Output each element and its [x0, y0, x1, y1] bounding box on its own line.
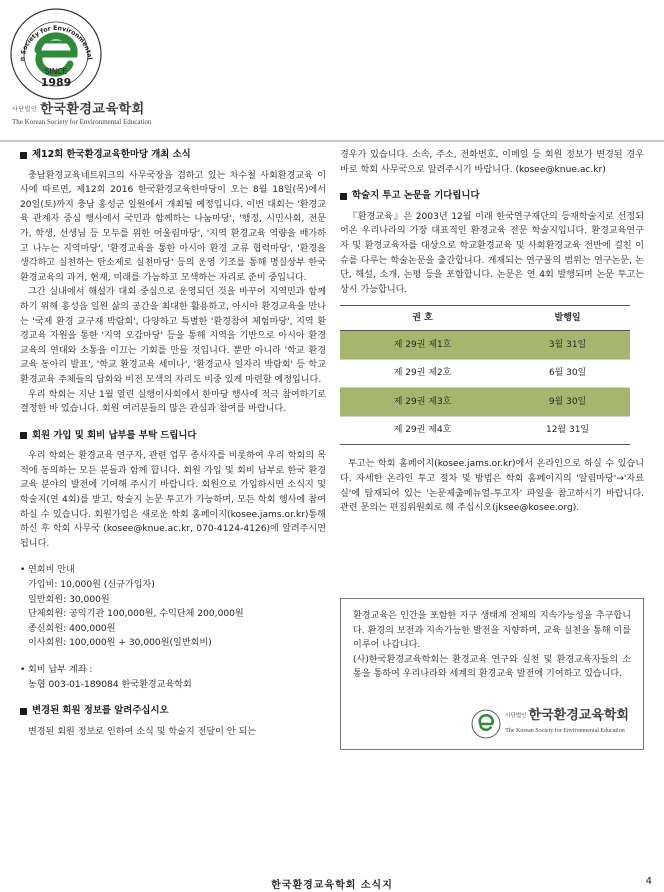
left-column [20, 148, 326, 739]
society-logo-emblem [8, 6, 104, 102]
membership-title: 회원 가입 및 회비 납부를 부탁 드립니다 [32, 429, 197, 441]
section-gap [20, 551, 326, 563]
header-divider [0, 140, 664, 142]
table-cell-date: 9월 30일 [505, 388, 630, 417]
logo-prefix: 사단법인 [12, 106, 38, 113]
section-gap [20, 651, 326, 663]
account-list [20, 663, 326, 692]
mission-paragraph-2: (사)한국환경교육학회는 환경교육 연구와 실천 및 환경교육자들의 소통을 통하여 우리나라와 세계의 환경교육 발전에 기여하고 있습니다. [353, 654, 631, 680]
journal-heading [340, 189, 644, 204]
square-bullet-icon [20, 708, 27, 715]
table-cell-issue: 제 29권 제1호 [340, 331, 505, 360]
table-header-date: 발행일 [505, 306, 630, 331]
journal-title: 학술지 투고 논문을 기다립니다 [352, 190, 480, 202]
fee-list-header: • 연회비 안내 [20, 563, 326, 578]
fee-item: 단체회원: 공익기관 100,000원, 수익단체 200,000원 [28, 609, 244, 620]
update-info-paragraph-start: 변경된 회원 정보로 인하여 소식 및 학술지 전달이 안 되는 [28, 726, 257, 737]
box-logo-emblem-icon [471, 709, 501, 739]
footer-newsletter-title: 한국환경교육학회 소식지 [271, 880, 393, 891]
logo-since: SINCE [44, 67, 68, 76]
logo-name-kr-line [12, 98, 212, 117]
table-header-issue: 권 호 [340, 306, 505, 331]
logo-arc-text: n Society for Environmental [18, 24, 93, 62]
update-info-paragraph-end: 경우가 있습니다. 소속, 주소, 전화번호, 이메일 등 회원 정보가 변경된 경우 바로 학회 사무국으로 알려주시기 바랍니다. (kosee@knue.ac.kr) [340, 150, 644, 175]
logo-name-kr: 한국환경교육학회 [40, 102, 145, 117]
box-logo-name-en: The Korean Society for Environmental Education [505, 728, 625, 734]
table-cell-issue: 제 29권 제2호 [340, 359, 505, 388]
festival-paragraph-3: 우리 학회는 지난 1월 열린 실행이사회에서 한마당 행사에 적극 참여하기로 결정한 바 있습니다. 회원 여러분들의 많은 관심과 참여를 바랍니다. [20, 389, 326, 415]
table-row [340, 388, 630, 417]
fee-list [20, 563, 326, 651]
journal-submission-paragraph: 투고는 학회 홈페이지(kosee.jams.or.kr)에서 온라인으로 하실 수 있습니다. 자세한 온라인 투고 절차 및 방법은 학회 홈페이지의 '알림마당'→'자료실'에 탑재되어 있는 '논문제출메뉴얼-투고자' 파일을 참고하시기 바랍니다. 관련 문의는 편집위원회로 해 주십시오(jksee@kosee.org). [340, 459, 644, 514]
festival-paragraph-2: 그간 실내에서 해설가 대회 중심으로 운영되던 것을 바꾸어 지역민과 함께 하기 위해 홍성읍 일원 삶의 공간을 최대한 활용하고, 아시아 환경교육을 만나는 '국제 환경 교구재 박람회', 다양하고 특별한 '환경참여 체험마당', 지역 환경교육 자원을 통한 '지역 오감마당' 등을 통해 지역을 기반으로 아시아 환경교육의 연대와 소통을 이끄는 기회를 만들 것입니다. 뿐만 아니라 '학교 환경교육 동아리 발표', '학교 환경교육 세미나', '환경교사 일자리 박람회' 등 학교환경교육 주체들의 담화와 비전 모색의 자리도 비중 있게 마련할 예정입니다. [20, 287, 326, 385]
section-gap [20, 692, 326, 704]
table-cell-issue: 제 29권 제4호 [340, 416, 505, 445]
right-column [340, 148, 644, 516]
fee-item: 종신회원: 400,000원 [28, 623, 116, 634]
table-cell-date: 12월 31일 [505, 416, 630, 445]
box-logo-name-kr-line [505, 709, 629, 724]
account-number: 농협 003-01-189084 한국환경교육학회 [28, 679, 192, 690]
festival-heading [20, 148, 326, 163]
section-gap [20, 417, 326, 429]
table-cell-date: 3월 31일 [505, 331, 630, 360]
society-logo-wordmark [12, 98, 212, 126]
table-cell-date: 6월 30일 [505, 359, 630, 388]
mission-paragraph-1: 환경교육은 인간을 포함한 지구 생태계 전체의 지속가능성을 추구합니다. 환경의 보전과 지속가능한 발전을 지향하며, 교육 실천을 통해 이를 이루어 나갑니다. [353, 611, 631, 651]
table-row [340, 416, 630, 445]
mission-statement-box [340, 598, 644, 750]
table-header-row [340, 306, 630, 331]
section-gap [340, 177, 644, 189]
page-number: 4 [645, 876, 652, 887]
festival-paragraph-1: 충남환경교육네트워크의 사무국장을 겸하고 있는 차수철 사회환경교육 이사에 따르면, 제12회 2016 한국환경교육한마당이 오는 8월 18일(목)에서 20일(토)까지 충남 홍성군 일원에서 개최될 예정입니다. 이번 대회는 '환경교육 관계자 중심 행사에서 국민과 함께하는 나눔마당', '행정, 시민사회, 전문가, 학생, 선생님 등 모두를 위한 어울림마당', '지역 환경교육 역량을 배가하고 나누는 지역마당', '환경교육을 통한 아시아 환경 교류 협력마당', '환경을 생각하고 실천하는 탄소제로 실천마당' 등의 운영 기조를 통해 명실상부 한국 환경교육의 과거, 현재, 미래를 가늠하고 모색하는 자리로 준비 중입니다. [20, 170, 326, 283]
fee-item: 가입비: 10,000원 (신규가입자) [28, 580, 155, 591]
update-info-title: 변경된 회원 정보를 알려주십시오 [32, 705, 169, 717]
journal-paragraph: 『환경교육』은 2003년 12월 이래 한국연구재단의 등재학술지로 선정되어온 우리나라의 가장 대표적인 환경교육 전문 학술지입니다. 환경교육연구자 및 환경교육자를 대상으로 학교환경교육 및 사회환경교육 전반에 걸친 이슈를 다루는 학술논문을 출간합니다. 게재되는 연구물의 범위는 연구논문, 논단, 해설, 소개, 논평 등을 포함합니다. 논문은 연 4회 발행되며 논문 투고는 상시 가능합니다. [340, 211, 644, 295]
table-cell-issue: 제 29권 제3호 [340, 388, 505, 417]
fee-item: 이사회원: 100,000원 + 30,000원(일반회비) [28, 638, 212, 649]
journal-issue-table [340, 305, 630, 445]
fee-item: 일반회원: 30,000원 [28, 594, 110, 605]
square-bullet-icon [20, 432, 27, 439]
square-bullet-icon [20, 152, 27, 159]
table-row [340, 359, 630, 388]
logo-year: 1989 [40, 76, 72, 89]
box-logo-prefix: 사단법인 [505, 712, 527, 719]
membership-heading [20, 429, 326, 444]
table-row [340, 331, 630, 360]
membership-paragraph: 우리 학회는 환경교육 연구자, 관련 업무 종사자를 비롯하여 우리 학회의 목적에 동의하는 모든 분들과 함께 합니다. 회원 가입 및 회비 납부로 한국 환경교육 분야의 발전에 기여해 주시기 바랍니다. 회원으로 가입하시면 소식지 및 학술지(연 4회)를 받고, 학술지 논문 투고가 가능하며, 모든 학회 행사에 참여하실 수 있습니다. 회원가입은 새로운 학회 홈페이지(kosee.jams.or.kr)통해 하신 후 학회 사무국 (kosee@knue.ac.kr, 070-4124-4126)에 알려주시면 됩니다. [20, 451, 326, 549]
square-bullet-icon [340, 193, 347, 200]
logo-name-en: The Korean Society for Environmental Education [12, 118, 152, 126]
update-info-heading [20, 704, 326, 719]
festival-title: 제12회 한국환경교육한마당 개최 소식 [32, 149, 191, 160]
section-gap [340, 445, 644, 457]
box-society-logo [471, 709, 629, 739]
account-header: • 회비 납부 계좌 : [20, 663, 326, 678]
box-logo-name-kr: 한국환경교육학회 [528, 708, 629, 724]
logo-emblem-svg [8, 6, 104, 102]
